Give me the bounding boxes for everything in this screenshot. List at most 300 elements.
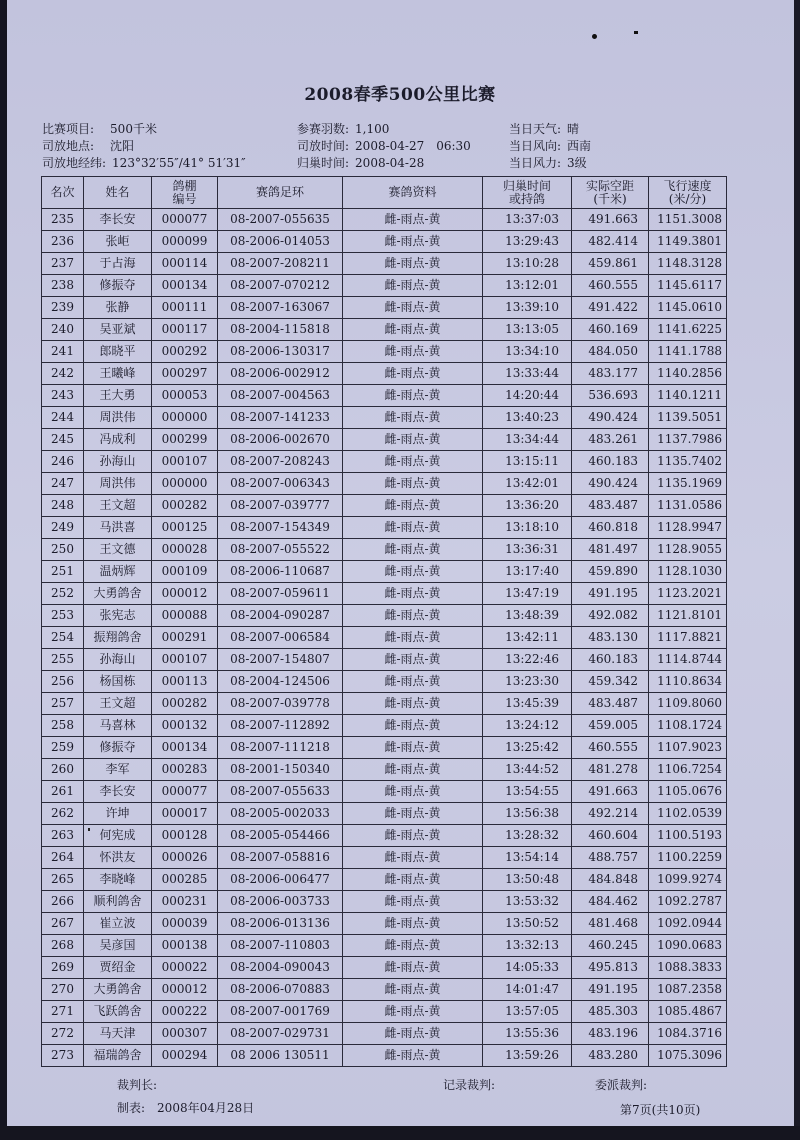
- cell-name: 张宪志: [84, 605, 152, 627]
- cell-name: 振翔鸽舍: [84, 627, 152, 649]
- footer-chief-judge: 裁判长:: [117, 1078, 158, 1092]
- cell-loft-id: 000125: [152, 517, 218, 539]
- cell-bird-info: 雌-雨点-黄: [343, 363, 483, 385]
- cell-ring-number: 08-2007-163067: [218, 297, 343, 319]
- cell-distance: 484.462: [572, 891, 649, 913]
- cell-distance: 460.604: [572, 825, 649, 847]
- cell-ring-number: 08-2006-003733: [218, 891, 343, 913]
- table-row: [42, 759, 727, 781]
- cell-arrival-time: 13:53:32: [483, 891, 572, 913]
- cell-bird-info: 雌-雨点-黄: [343, 1045, 483, 1067]
- cell-loft-id: 000285: [152, 869, 218, 891]
- table-row: [42, 473, 727, 495]
- header-distance-line1: 实际空距: [585, 178, 634, 193]
- header-ring: 赛鸽足环: [218, 177, 343, 209]
- cell-rank: 249: [42, 517, 84, 539]
- header-desc: 赛鸽资料: [343, 177, 483, 209]
- cell-loft-id: 000000: [152, 473, 218, 495]
- info-coordinates: [42, 156, 246, 171]
- cell-bird-info: 雌-雨点-黄: [343, 209, 483, 231]
- header-speed-line1: 飞行速度: [663, 178, 712, 193]
- cell-distance: 491.422: [572, 297, 649, 319]
- info-release-time-label: 司放时间:: [297, 139, 350, 153]
- cell-speed: 1135.1969: [649, 473, 727, 495]
- cell-name: 李军: [84, 759, 152, 781]
- cell-distance: 483.177: [572, 363, 649, 385]
- cell-name: 李晓峰: [84, 869, 152, 891]
- cell-rank: 245: [42, 429, 84, 451]
- cell-arrival-time: 13:40:23: [483, 407, 572, 429]
- cell-speed: 1128.1030: [649, 561, 727, 583]
- header-time: [483, 177, 572, 209]
- cell-rank: 235: [42, 209, 84, 231]
- cell-bird-info: 雌-雨点-黄: [343, 649, 483, 671]
- cell-distance: 459.005: [572, 715, 649, 737]
- info-release-site-value: 沈阳: [110, 139, 135, 153]
- table-row: [42, 649, 727, 671]
- info-release-time-value: 2008-04-27 06:30: [355, 139, 471, 153]
- cell-speed: 1131.0586: [649, 495, 727, 517]
- cell-distance: 495.813: [572, 957, 649, 979]
- info-wind-force: [509, 156, 587, 171]
- table-row: [42, 935, 727, 957]
- cell-ring-number: 08-2006-002912: [218, 363, 343, 385]
- cell-loft-id: 000132: [152, 715, 218, 737]
- cell-name: 王大勇: [84, 385, 152, 407]
- cell-arrival-time: 13:36:20: [483, 495, 572, 517]
- table-row: [42, 363, 727, 385]
- cell-name: 周洪伟: [84, 473, 152, 495]
- cell-speed: 1084.3716: [649, 1023, 727, 1045]
- cell-arrival-time: 13:42:01: [483, 473, 572, 495]
- cell-rank: 250: [42, 539, 84, 561]
- header-loft: [152, 177, 218, 209]
- cell-distance: 483.261: [572, 429, 649, 451]
- cell-bird-info: 雌-雨点-黄: [343, 495, 483, 517]
- cell-rank: 256: [42, 671, 84, 693]
- cell-arrival-time: 13:15:11: [483, 451, 572, 473]
- cell-loft-id: 000282: [152, 693, 218, 715]
- header-speed: [649, 177, 727, 209]
- info-release-site-label: 司放地点:: [42, 139, 95, 153]
- cell-distance: 460.169: [572, 319, 649, 341]
- table-row: [42, 979, 727, 1001]
- cell-ring-number: 08-2007-055522: [218, 539, 343, 561]
- cell-arrival-time: 13:33:44: [483, 363, 572, 385]
- table-row: [42, 825, 727, 847]
- info-weather-label: 当日天气:: [509, 122, 562, 136]
- cell-rank: 239: [42, 297, 84, 319]
- cell-arrival-time: 13:28:32: [483, 825, 572, 847]
- cell-speed: 1141.1788: [649, 341, 727, 363]
- table-row: [42, 869, 727, 891]
- cell-speed: 1114.8744: [649, 649, 727, 671]
- cell-speed: 1099.9274: [649, 869, 727, 891]
- cell-arrival-time: 13:36:31: [483, 539, 572, 561]
- cell-rank: 240: [42, 319, 84, 341]
- cell-loft-id: 000128: [152, 825, 218, 847]
- cell-rank: 264: [42, 847, 84, 869]
- cell-loft-id: 000294: [152, 1045, 218, 1067]
- cell-speed: 1100.2259: [649, 847, 727, 869]
- cell-bird-info: 雌-雨点-黄: [343, 737, 483, 759]
- cell-rank: 242: [42, 363, 84, 385]
- cell-arrival-time: 13:54:55: [483, 781, 572, 803]
- cell-loft-id: 000138: [152, 935, 218, 957]
- cell-speed: 1087.2358: [649, 979, 727, 1001]
- cell-distance: 484.050: [572, 341, 649, 363]
- cell-name: 温炳辉: [84, 561, 152, 583]
- cell-loft-id: 000297: [152, 363, 218, 385]
- info-event-label: 比赛项目:: [42, 122, 95, 136]
- cell-name: 李长安: [84, 781, 152, 803]
- cell-name: 王文超: [84, 693, 152, 715]
- cell-loft-id: 000012: [152, 979, 218, 1001]
- cell-name: 王曦峰: [84, 363, 152, 385]
- cell-loft-id: 000039: [152, 913, 218, 935]
- cell-distance: 485.303: [572, 1001, 649, 1023]
- cell-distance: 490.424: [572, 407, 649, 429]
- cell-name: 张岠: [84, 231, 152, 253]
- cell-rank: 252: [42, 583, 84, 605]
- cell-distance: 483.280: [572, 1045, 649, 1067]
- cell-name: 修振夺: [84, 737, 152, 759]
- cell-bird-info: 雌-雨点-黄: [343, 627, 483, 649]
- cell-speed: 1075.3096: [649, 1045, 727, 1067]
- cell-name: 大勇鸽舍: [84, 979, 152, 1001]
- cell-loft-id: 000113: [152, 671, 218, 693]
- info-return-time-value: 2008-04-28: [355, 156, 425, 170]
- cell-ring-number: 08-2007-029731: [218, 1023, 343, 1045]
- table-row: [42, 275, 727, 297]
- cell-distance: 491.195: [572, 979, 649, 1001]
- cell-speed: 1140.1211: [649, 385, 727, 407]
- cell-name: 飞跃鸽舍: [84, 1001, 152, 1023]
- cell-arrival-time: 13:34:44: [483, 429, 572, 451]
- cell-distance: 481.278: [572, 759, 649, 781]
- cell-ring-number: 08-2004-115818: [218, 319, 343, 341]
- cell-rank: 258: [42, 715, 84, 737]
- table-row: [42, 341, 727, 363]
- cell-arrival-time: 13:18:10: [483, 517, 572, 539]
- cell-rank: 273: [42, 1045, 84, 1067]
- cell-ring-number: 08-2007-070212: [218, 275, 343, 297]
- cell-loft-id: 000077: [152, 781, 218, 803]
- cell-bird-info: 雌-雨点-黄: [343, 451, 483, 473]
- scan-edge-left: [0, 0, 7, 1140]
- cell-ring-number: 08-2006-110687: [218, 561, 343, 583]
- cell-rank: 254: [42, 627, 84, 649]
- cell-arrival-time: 13:10:28: [483, 253, 572, 275]
- cell-arrival-time: 13:29:43: [483, 231, 572, 253]
- cell-loft-id: 000134: [152, 737, 218, 759]
- cell-bird-info: 雌-雨点-黄: [343, 253, 483, 275]
- cell-loft-id: 000222: [152, 1001, 218, 1023]
- table-row: [42, 803, 727, 825]
- cell-ring-number: 08-2006-014053: [218, 231, 343, 253]
- cell-ring-number: 08-2006-006477: [218, 869, 343, 891]
- table-row: [42, 319, 727, 341]
- cell-name: 杨国栋: [84, 671, 152, 693]
- cell-rank: 260: [42, 759, 84, 781]
- cell-speed: 1128.9055: [649, 539, 727, 561]
- cell-distance: 460.818: [572, 517, 649, 539]
- cell-name: 马天津: [84, 1023, 152, 1045]
- results-body: [42, 209, 727, 1067]
- info-wind-force-label: 当日风力:: [509, 156, 562, 170]
- cell-ring-number: 08-2007-039778: [218, 693, 343, 715]
- table-row: [42, 715, 727, 737]
- cell-arrival-time: 14:01:47: [483, 979, 572, 1001]
- cell-distance: 481.497: [572, 539, 649, 561]
- cell-speed: 1102.0539: [649, 803, 727, 825]
- cell-name: 王文超: [84, 495, 152, 517]
- cell-bird-info: 雌-雨点-黄: [343, 847, 483, 869]
- cell-loft-id: 000107: [152, 649, 218, 671]
- info-wind-direction-value: 西南: [567, 139, 592, 153]
- cell-speed: 1107.9023: [649, 737, 727, 759]
- info-wind-force-value: 3级: [567, 156, 587, 170]
- cell-rank: 251: [42, 561, 84, 583]
- cell-ring-number: 08-2006-013136: [218, 913, 343, 935]
- cell-loft-id: 000017: [152, 803, 218, 825]
- cell-loft-id: 000307: [152, 1023, 218, 1045]
- cell-arrival-time: 13:50:48: [483, 869, 572, 891]
- cell-bird-info: 雌-雨点-黄: [343, 605, 483, 627]
- cell-arrival-time: 13:39:10: [483, 297, 572, 319]
- cell-loft-id: 000299: [152, 429, 218, 451]
- cell-speed: 1085.4867: [649, 1001, 727, 1023]
- cell-bird-info: 雌-雨点-黄: [343, 407, 483, 429]
- cell-ring-number: 08-2007-004563: [218, 385, 343, 407]
- footer-assigned-judge: 委派裁判:: [595, 1078, 648, 1092]
- cell-rank: 262: [42, 803, 84, 825]
- cell-bird-info: 雌-雨点-黄: [343, 231, 483, 253]
- cell-arrival-time: 13:56:38: [483, 803, 572, 825]
- info-event-value: 500千米: [110, 122, 157, 136]
- cell-speed: 1105.0676: [649, 781, 727, 803]
- cell-bird-info: 雌-雨点-黄: [343, 825, 483, 847]
- cell-speed: 1117.8821: [649, 627, 727, 649]
- cell-ring-number: 08-2007-110803: [218, 935, 343, 957]
- cell-loft-id: 000291: [152, 627, 218, 649]
- cell-loft-id: 000292: [152, 341, 218, 363]
- cell-loft-id: 000077: [152, 209, 218, 231]
- cell-ring-number: 08-2006-070883: [218, 979, 343, 1001]
- cell-arrival-time: 13:34:10: [483, 341, 572, 363]
- cell-distance: 483.196: [572, 1023, 649, 1045]
- cell-rank: 241: [42, 341, 84, 363]
- table-row: [42, 385, 727, 407]
- info-release-site: [42, 139, 134, 154]
- cell-bird-info: 雌-雨点-黄: [343, 957, 483, 979]
- cell-speed: 1141.6225: [649, 319, 727, 341]
- table-row: [42, 561, 727, 583]
- cell-name: 李长安: [84, 209, 152, 231]
- cell-loft-id: 000088: [152, 605, 218, 627]
- cell-name: 孙海山: [84, 451, 152, 473]
- cell-ring-number: 08-2005-002033: [218, 803, 343, 825]
- table-row: [42, 605, 727, 627]
- cell-loft-id: 000012: [152, 583, 218, 605]
- cell-bird-info: 雌-雨点-黄: [343, 869, 483, 891]
- header-loft-line2: 编号: [172, 191, 197, 206]
- cell-arrival-time: 13:47:19: [483, 583, 572, 605]
- table-row: [42, 297, 727, 319]
- info-event: [42, 122, 157, 137]
- cell-speed: 1128.9947: [649, 517, 727, 539]
- cell-arrival-time: 13:25:42: [483, 737, 572, 759]
- table-header-row: [42, 177, 727, 209]
- cell-bird-info: 雌-雨点-黄: [343, 275, 483, 297]
- cell-speed: 1106.7254: [649, 759, 727, 781]
- cell-speed: 1123.2021: [649, 583, 727, 605]
- cell-arrival-time: 13:57:05: [483, 1001, 572, 1023]
- cell-bird-info: 雌-雨点-黄: [343, 341, 483, 363]
- cell-arrival-time: 13:17:40: [483, 561, 572, 583]
- cell-speed: 1137.7986: [649, 429, 727, 451]
- cell-bird-info: 雌-雨点-黄: [343, 935, 483, 957]
- cell-rank: 248: [42, 495, 84, 517]
- cell-distance: 491.663: [572, 209, 649, 231]
- cell-rank: 266: [42, 891, 84, 913]
- info-birds-label: 参赛羽数:: [297, 122, 350, 136]
- cell-distance: 488.757: [572, 847, 649, 869]
- cell-bird-info: 雌-雨点-黄: [343, 693, 483, 715]
- cell-distance: 483.487: [572, 693, 649, 715]
- cell-distance: 491.195: [572, 583, 649, 605]
- table-row: [42, 737, 727, 759]
- cell-bird-info: 雌-雨点-黄: [343, 891, 483, 913]
- cell-loft-id: 000134: [152, 275, 218, 297]
- cell-bird-info: 雌-雨点-黄: [343, 715, 483, 737]
- cell-rank: 267: [42, 913, 84, 935]
- cell-arrival-time: 14:05:33: [483, 957, 572, 979]
- cell-bird-info: 雌-雨点-黄: [343, 297, 483, 319]
- footer-record-judge: 记录裁判:: [443, 1078, 496, 1092]
- cell-ring-number: 08-2007-208211: [218, 253, 343, 275]
- cell-name: 许坤: [84, 803, 152, 825]
- info-coordinates-label: 司放地经纬:: [42, 156, 107, 170]
- cell-name: 马喜林: [84, 715, 152, 737]
- cell-ring-number: 08-2007-055633: [218, 781, 343, 803]
- cell-distance: 460.183: [572, 451, 649, 473]
- info-coordinates-value: 123°32′55″/41° 51′31″: [112, 156, 246, 170]
- cell-speed: 1092.0944: [649, 913, 727, 935]
- cell-bird-info: 雌-雨点-黄: [343, 1023, 483, 1045]
- cell-arrival-time: 13:59:26: [483, 1045, 572, 1067]
- cell-arrival-time: 13:45:39: [483, 693, 572, 715]
- cell-arrival-time: 13:12:01: [483, 275, 572, 297]
- cell-bird-info: 雌-雨点-黄: [343, 781, 483, 803]
- cell-name: 孙海山: [84, 649, 152, 671]
- cell-distance: 536.693: [572, 385, 649, 407]
- cell-ring-number: 08-2007-006584: [218, 627, 343, 649]
- table-row: [42, 539, 727, 561]
- cell-speed: 1145.0610: [649, 297, 727, 319]
- cell-ring-number: 08 2006 130511: [218, 1045, 343, 1067]
- cell-ring-number: 08-2007-111218: [218, 737, 343, 759]
- cell-name: 张静: [84, 297, 152, 319]
- cell-speed: 1108.1724: [649, 715, 727, 737]
- cell-speed: 1148.3128: [649, 253, 727, 275]
- cell-bird-info: 雌-雨点-黄: [343, 319, 483, 341]
- info-wind-direction-label: 当日风向:: [509, 139, 562, 153]
- cell-distance: 459.861: [572, 253, 649, 275]
- cell-bird-info: 雌-雨点-黄: [343, 473, 483, 495]
- cell-distance: 484.848: [572, 869, 649, 891]
- cell-arrival-time: 14:20:44: [483, 385, 572, 407]
- header-name: 姓名: [84, 177, 152, 209]
- cell-rank: 236: [42, 231, 84, 253]
- cell-loft-id: 000053: [152, 385, 218, 407]
- cell-name: 马洪喜: [84, 517, 152, 539]
- scan-speck: [634, 31, 638, 34]
- table-row: [42, 671, 727, 693]
- cell-bird-info: 雌-雨点-黄: [343, 583, 483, 605]
- cell-ring-number: 08-2001-150340: [218, 759, 343, 781]
- cell-rank: 268: [42, 935, 84, 957]
- table-row: [42, 1001, 727, 1023]
- cell-ring-number: 08-2007-055635: [218, 209, 343, 231]
- cell-arrival-time: 13:55:36: [483, 1023, 572, 1045]
- cell-rank: 243: [42, 385, 84, 407]
- cell-ring-number: 08-2007-112892: [218, 715, 343, 737]
- info-weather: [509, 122, 579, 137]
- cell-ring-number: 08-2007-154349: [218, 517, 343, 539]
- cell-name: 贾绍金: [84, 957, 152, 979]
- cell-name: 吴彦国: [84, 935, 152, 957]
- table-row: [42, 693, 727, 715]
- cell-name: 大勇鸽舍: [84, 583, 152, 605]
- cell-distance: 482.414: [572, 231, 649, 253]
- cell-arrival-time: 13:37:03: [483, 209, 572, 231]
- cell-rank: 255: [42, 649, 84, 671]
- cell-ring-number: 08-2007-059611: [218, 583, 343, 605]
- cell-rank: 257: [42, 693, 84, 715]
- cell-rank: 263: [42, 825, 84, 847]
- footer-prepared-date: 制表: 2008年04月28日: [117, 1101, 255, 1115]
- cell-bird-info: 雌-雨点-黄: [343, 803, 483, 825]
- cell-distance: 492.214: [572, 803, 649, 825]
- cell-distance: 483.487: [572, 495, 649, 517]
- cell-speed: 1092.2787: [649, 891, 727, 913]
- cell-name: 郎晓平: [84, 341, 152, 363]
- header-time-line2: 或持鸽: [508, 191, 545, 206]
- cell-ring-number: 08-2007-039777: [218, 495, 343, 517]
- cell-rank: 270: [42, 979, 84, 1001]
- cell-bird-info: 雌-雨点-黄: [343, 429, 483, 451]
- cell-arrival-time: 13:24:12: [483, 715, 572, 737]
- cell-name: 何宪成: [84, 825, 152, 847]
- cell-ring-number: 08-2006-130317: [218, 341, 343, 363]
- cell-speed: 1109.8060: [649, 693, 727, 715]
- cell-ring-number: 08-2007-208243: [218, 451, 343, 473]
- cell-speed: 1151.3008: [649, 209, 727, 231]
- cell-rank: 261: [42, 781, 84, 803]
- table-row: [42, 1045, 727, 1067]
- cell-distance: 460.245: [572, 935, 649, 957]
- table-row: [42, 429, 727, 451]
- cell-name: 周洪伟: [84, 407, 152, 429]
- cell-loft-id: 000026: [152, 847, 218, 869]
- cell-loft-id: 000282: [152, 495, 218, 517]
- cell-speed: 1088.3833: [649, 957, 727, 979]
- cell-bird-info: 雌-雨点-黄: [343, 385, 483, 407]
- cell-distance: 460.555: [572, 275, 649, 297]
- cell-ring-number: 08-2004-090043: [218, 957, 343, 979]
- table-row: [42, 253, 727, 275]
